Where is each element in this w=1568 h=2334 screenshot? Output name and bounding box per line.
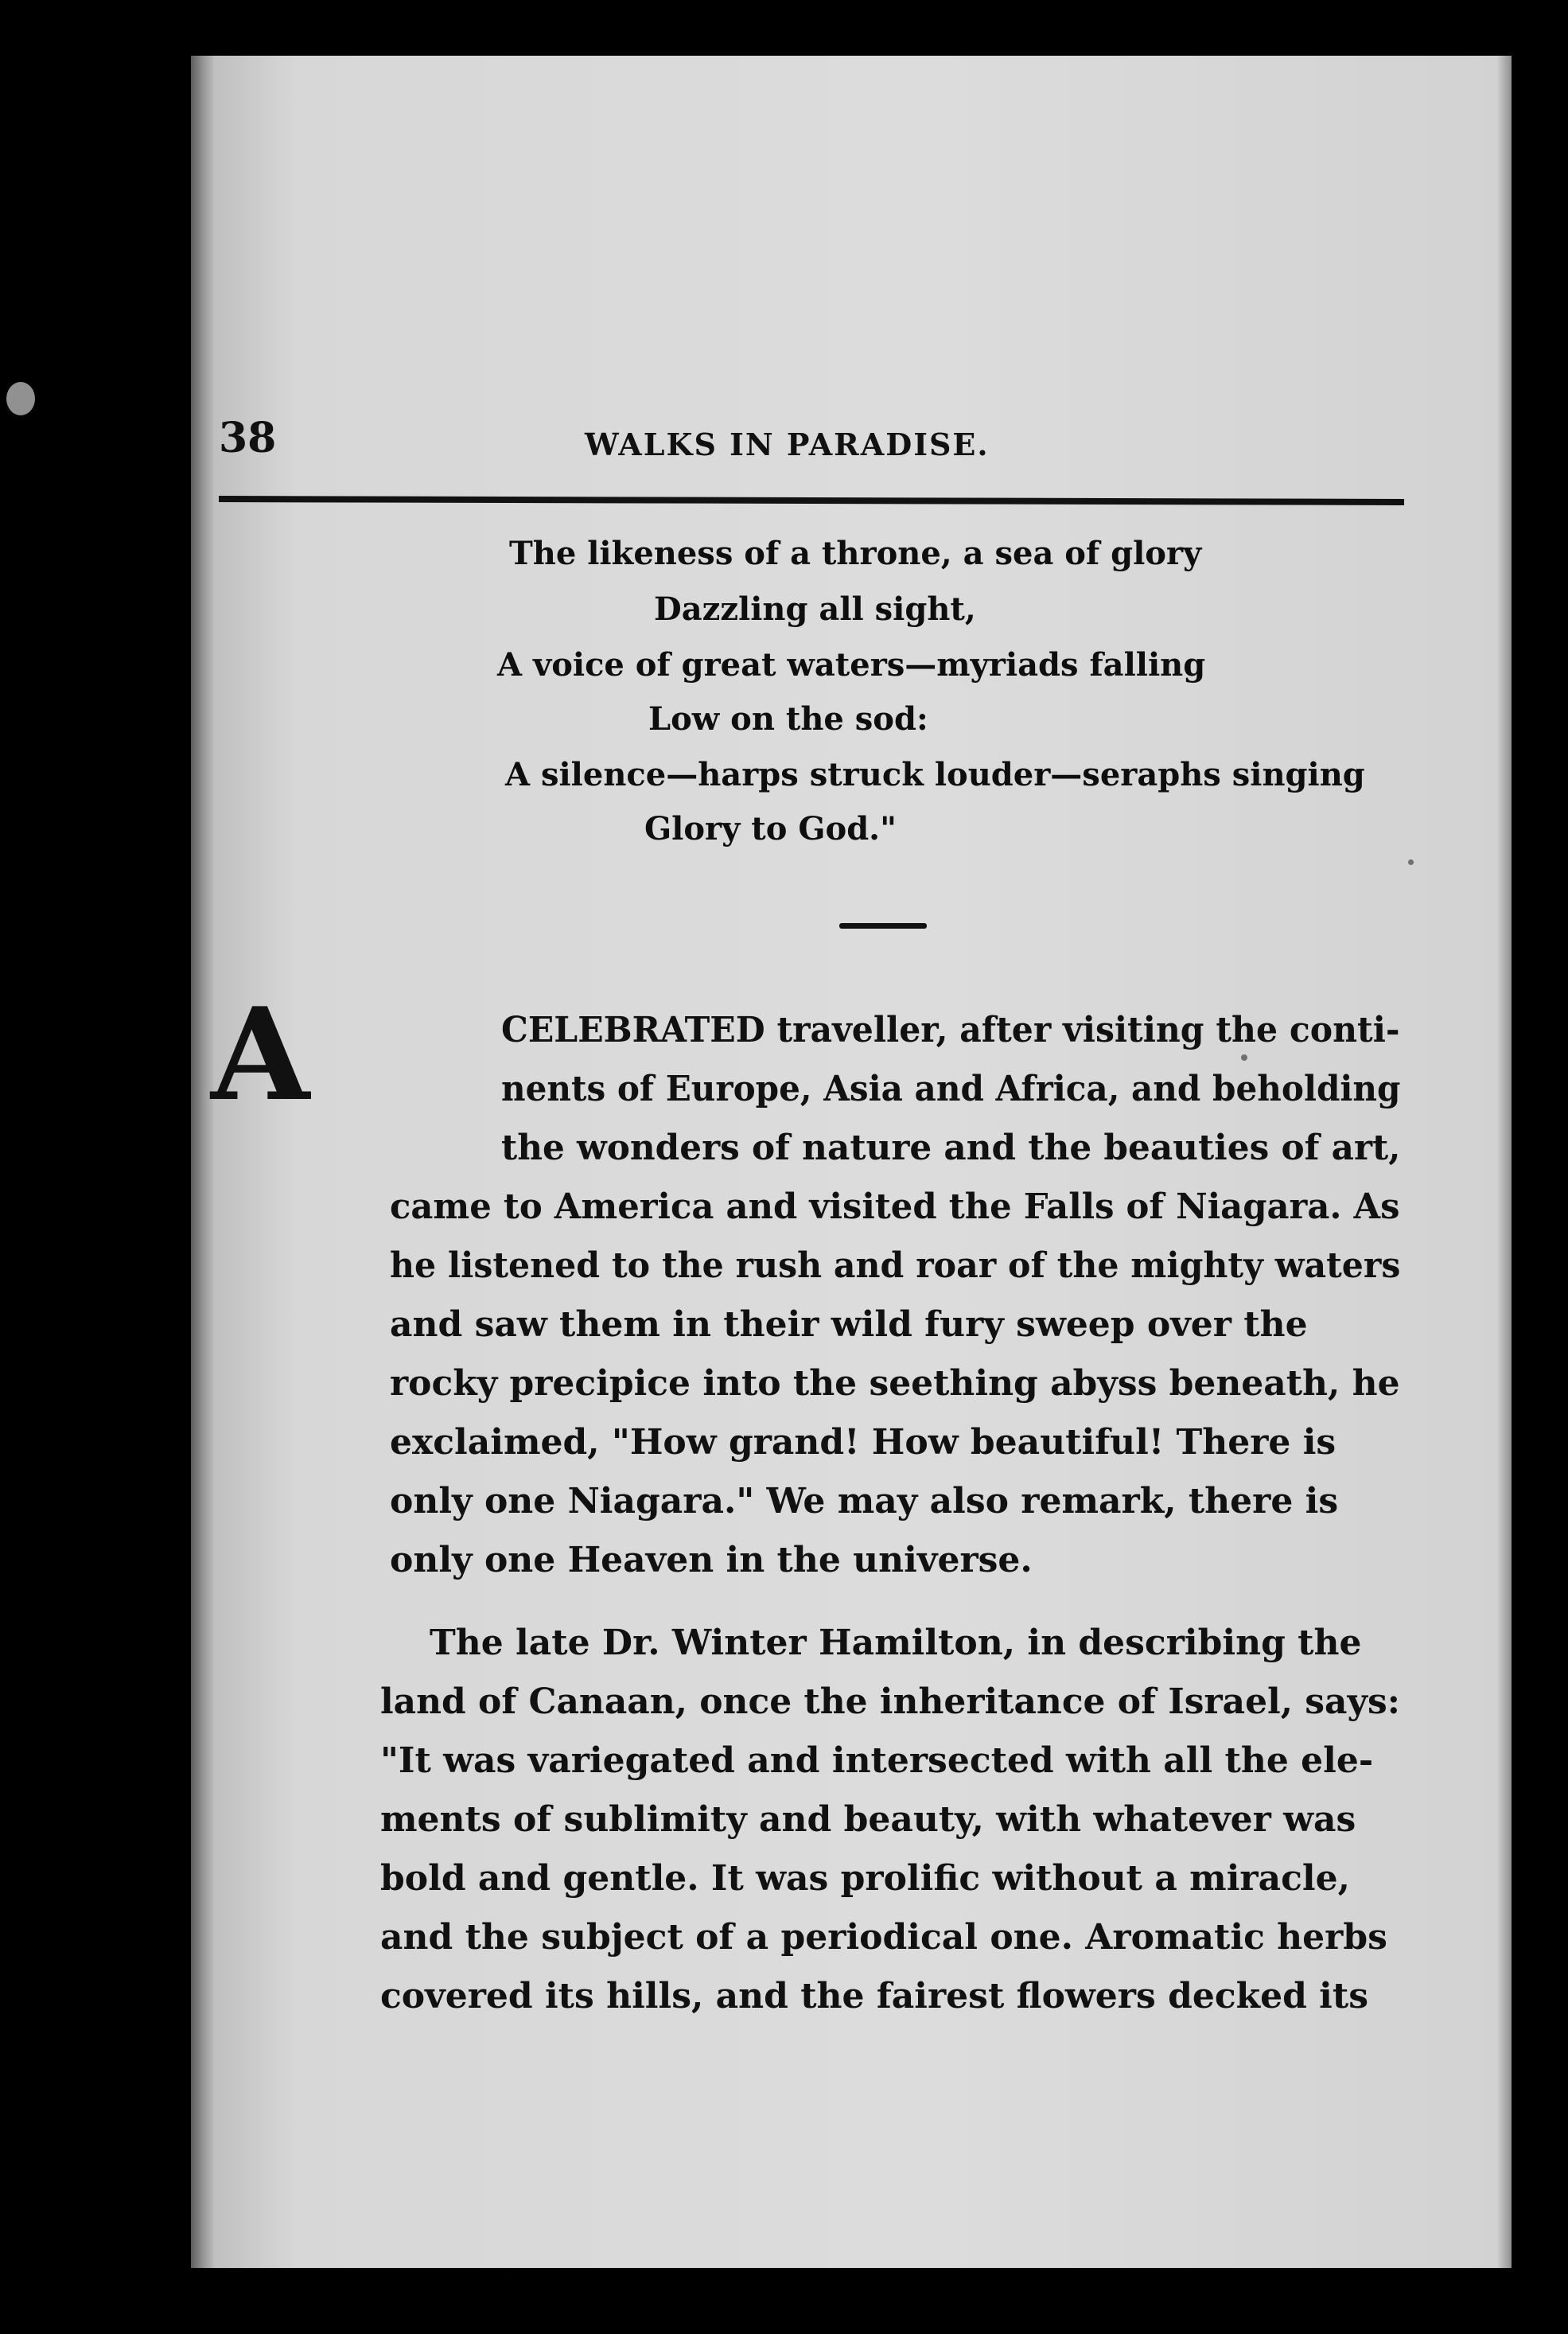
paragraph-line: ments of sublimity and beauty, with whatever was <box>380 1799 1356 1840</box>
paragraph-line: rocky precipice into the seething abyss beneath, he <box>390 1363 1400 1404</box>
page-number: 38 <box>219 414 277 462</box>
running-title: WALKS IN PARADISE. <box>585 427 990 462</box>
paragraph-line: nents of Europe, Asia and Africa, and beholding <box>501 1069 1401 1109</box>
drop-cap: A <box>211 980 310 1129</box>
scan-artifact <box>6 382 35 415</box>
poem-line: A voice of great waters—myriads falling <box>497 646 1206 684</box>
page-right-edge <box>1497 56 1512 2268</box>
paragraph-line: and saw them in their wild fury sweep over the <box>390 1304 1308 1345</box>
poem-line: The likeness of a throne, a sea of glory <box>509 535 1202 572</box>
paragraph-line: only one Niagara." We may also remark, there is <box>390 1481 1339 1522</box>
paragraph-line: CELEBRATED traveller, after visiting the conti- <box>501 1010 1400 1050</box>
poem-line: A silence—harps struck louder—seraphs singing <box>505 756 1365 793</box>
paragraph-line: and the subject of a periodical one. Aromatic herbs <box>380 1917 1387 1958</box>
section-divider <box>839 923 927 929</box>
paragraph-line: he listened to the rush and roar of the mighty waters <box>390 1245 1401 1286</box>
paragraph-line: came to America and visited the Falls of Niagara. As <box>390 1186 1400 1227</box>
paragraph-line: only one Heaven in the universe. <box>390 1540 1033 1580</box>
poem-line: Glory to God." <box>644 810 897 847</box>
paragraph-line: land of Canaan, once the inheritance of Israel, says: <box>380 1681 1400 1722</box>
page-header <box>219 414 1412 470</box>
page-spine-shadow <box>191 56 213 2268</box>
poem-line: Dazzling all sight, <box>654 590 976 628</box>
paragraph-line: the wonders of nature and the beauties of art, <box>501 1128 1401 1168</box>
poem-line: Low on the sod: <box>648 700 928 738</box>
paragraph-line: The late Dr. Winter Hamilton, in describing the <box>430 1623 1362 1663</box>
paragraph-line: covered its hills, and the fairest flowers decked its <box>380 1976 1368 2016</box>
paragraph-line: exclaimed, "How grand! How beautiful! There is <box>390 1422 1336 1463</box>
paragraph-line: bold and gentle. It was prolific without a miracle, <box>380 1858 1350 1899</box>
paragraph-line: "It was variegated and intersected with all the ele- <box>380 1740 1374 1781</box>
scan-speck <box>1408 859 1414 865</box>
